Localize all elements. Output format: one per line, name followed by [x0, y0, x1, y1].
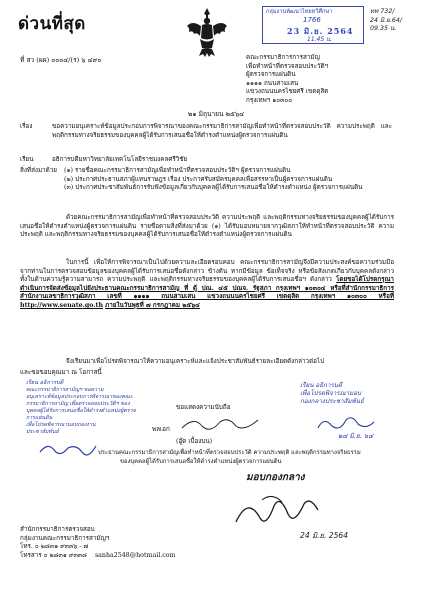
annotation-line: กองกลางประชาสัมพันธ์ — [300, 398, 364, 405]
to-label: เรียน — [20, 156, 34, 163]
receive-stamp-unit: กลุ่มงานพัฒนาไทยทวีศึกษา — [266, 9, 333, 15]
garuda-emblem — [186, 6, 228, 58]
annotation-line: เรียน อธิการบดี — [26, 380, 64, 386]
bottom-sign-date: 24 มิ.ย. 2564 — [300, 531, 349, 540]
bottom-signature — [232, 492, 322, 532]
subject-text: ขอความอนุเคราะห์ข้อมูลประกอบการพิจารณาของคณะกรรมาธิการสามัญเพื่อทำหน้าที่ตรวจสอบประวัติ ความประพฤติ และพฤติกรรมทางจริยธรรมของบุคคลผู้ได้รับการเสนอชื่อให้ดำรงตำแหน่งผู้ตรวจการแผ่นดิน — [52, 123, 392, 139]
to-text: อธิการบดีมหาวิทยาลัยเทคโนโลยีราชมงคลศรีวิชัย — [52, 156, 188, 163]
annotation-line: เรียน อธิการบดี — [300, 382, 342, 389]
annotation-line: กรรมาธิการสามัญ เพื่อตรวจสอบประวัติฯ ของ — [26, 401, 130, 407]
enclosure-item: (๓) ประกาศประชาสัมพันธ์การรับฟังข้อมูลเกี่ยวกับบุคคลผู้ได้รับการเสนอชื่อให้ดำรงตำแหน่ง ผู้ตรวจการแผ่นดิน — [64, 184, 363, 192]
subject-label: เรื่อง — [20, 123, 33, 130]
footer-office: สำนักกรรมาธิการตรวจสอบ — [20, 526, 95, 533]
annotation-line: คณะกรรมาธิการสามัญฯ ขอความ — [26, 387, 104, 393]
right-annotation-signature — [316, 414, 376, 432]
annotation-line: เพื่อโปรดพิจารณามอบ — [300, 390, 362, 397]
body-paragraph-2 — [20, 259, 394, 311]
corner-note-line1: ทท 732/ — [370, 8, 395, 15]
corner-note — [370, 8, 402, 34]
address-line: แขวงถนนนครไชยศรี เขตดุสิต — [246, 88, 329, 96]
footer-group: กลุ่มงานคณะกรรมาธิการสามัญฯ — [20, 534, 110, 542]
enclosure-list — [64, 167, 394, 193]
annotation-line: การแผ่นดิน — [26, 415, 53, 421]
body-paragraph-2-deadline: ภายในวันพุธที่ ๗ กรกฎาคม ๒๕๖๔ — [105, 301, 200, 309]
right-annotation-date: ๒๔ มิ.ย. ๖๔ — [338, 432, 374, 440]
body-paragraph-2-intro: ในการนี้ เพื่อให้การพิจารณาเป็นไปด้วยความละเอียดรอบคอบ คณะกรรมาธิการสามัญจึงมีความประสงค์ขอความร่วมมือจากท่านในการตรวจสอบข้อมูลของบุคคลผู้ได้รับการเสนอชื่อดังกล่าว ข้างต้น หากมีข้อมูล ข้อเท็จจริง หรือข้อสังเกตเกี่ยวกับบุคคลดังกล่าว ทั้งในด้านความรู้ความสามารถ ความประพฤติ และพฤติกรรมทางจริยธรรมของบุคคลผู้ได้รับการเสนอชื่อฯ ดังกล่าว — [20, 259, 394, 284]
footer-phone: โทร. ๐ ๒๘๓๑ ๙๓๓๖ - ๗ — [20, 543, 89, 551]
footer-email[interactable]: sanha2548@hotmail.com — [94, 551, 176, 559]
enclosure-label: สิ่งที่ส่งมาด้วย — [20, 167, 57, 174]
body-paragraph-2-instruction: โดยขอได้โปรดกรุณาดำเนินการจัดส่งข้อมูลไปยังประธานคณะกรรมาธิการสามัญ ที่ ตู้ ปณ. ๔๕ ปณจ. รัฐสภา กรุงเทพฯ ๑๐๓๐๔ หรือที่สำนักกรรมาธิการ สำนักงานเลขาธิการวุฒิสภา เลขที่ ๑๑๑๑ ถนนสามเสน แขวงถนนนครไชยศรี เขตดุสิต กรุงเทพฯ ๑๐๓๐๐ หรือที่ — [20, 276, 394, 301]
corner-note-line3: 09.35 น. — [370, 25, 397, 33]
right-annotation — [300, 382, 410, 406]
footer-fax — [20, 552, 176, 561]
annotation-line: ประชาสัมพันธ์ — [26, 429, 59, 435]
doc-date: ๒๑ มิถุนายน ๒๕๖๔ — [188, 110, 245, 118]
respect-line: ขอแสดงความนับถือ — [176, 404, 231, 411]
annotation-line: อนุเคราะห์ข้อมูลประกอบการพิจารณาของคณะ — [26, 394, 133, 400]
closing-line: จึงเรียนมาเพื่อโปรดพิจารณาให้ความอนุเคราะห์และแจ้งประชาสัมพันธ์รายละเอียดดังกล่าวต่อไป — [66, 358, 325, 365]
sender-address — [246, 54, 328, 106]
senate-website-link[interactable]: http://www.senate.go.th — [20, 301, 104, 309]
address-line: ผู้ตรวจการแผ่นดิน — [246, 71, 296, 79]
corner-note-line2: 24 มิ.ย.64/ — [370, 16, 402, 24]
footer-fax-number: โทรสาร ๐ ๒๘๓๑ ๙๓๓๘ — [20, 551, 87, 559]
receive-stamp-date: 23 มิ.ย. 2564 — [287, 26, 354, 36]
enclosure-item: (๑) รายชื่อคณะกรรมาธิการสามัญเพื่อทำหน้าที่ตรวจสอบประวัติฯ ผู้ตรวจการแผ่นดิน — [64, 167, 291, 174]
signature-scribble — [180, 414, 260, 434]
signatory-title-2: ของบุคคลผู้ได้รับการเสนอชื่อให้ดำรงตำแหน่งผู้ตรวจการแผ่นดิน — [120, 459, 282, 465]
body-paragraph-1: ด้วยคณะกรรมาธิการสามัญเพื่อทำหน้าที่ตรวจสอบประวัติ ความประพฤติ และพฤติกรรมทางจริยธรรมของบุคคลผู้ได้รับการเสนอชื่อให้ดำรงตำแหน่งผู้ตรวจการแผ่นดิน รายชื่อตามสิ่งที่ส่งมาด้วย (๑) ได้รับมอบหมายจากวุฒิสภาให้ทำหน้าที่ตรวจสอบประวัติ ความประพฤติ และพฤติกรรมทางจริยธรรมของบุคคลผู้ได้รับการเสนอชื่อให้ดำรงตำแหน่งผู้ตรวจการแผ่นดิน — [20, 214, 394, 239]
signatory-name: (อู๊ด เบื้องบน) — [176, 438, 213, 445]
receive-stamp — [262, 6, 364, 44]
address-line: ๑๑๑๑ ถนนสามเสน — [246, 79, 299, 87]
receive-stamp-number: 1766 — [303, 16, 321, 24]
bottom-handwriting: มอบกองกลาง — [246, 472, 305, 483]
annotation-line: บุคคลผู้ได้รับการเสนอชื่อให้ดำรงตำแหน่งผู้ตรวจ — [26, 408, 136, 414]
address-line: คณะกรรมาธิการการสามัญ — [246, 54, 320, 61]
receive-stamp-time: 11.45 น. — [307, 36, 333, 43]
annotation-line: เพื่อโปรดพิจารณามอบกองงาน — [26, 422, 96, 428]
signatory-rank: พลเอก — [152, 426, 170, 433]
address-line: กรุงเทพฯ ๑๐๓๐๐ — [246, 96, 293, 104]
footer-block — [20, 526, 176, 560]
enclosure-item: (๒) ประกาศประธานสภาผู้แทนราษฎร เรื่อง ประกาศรับสมัครบุคคลเพื่อสรรหาเป็นผู้ตรวจการแผ่นดิน — [64, 175, 333, 183]
urgency-label: ด่วนที่สุด — [18, 14, 86, 34]
left-annotation — [26, 380, 136, 436]
address-line: เพื่อทำหน้าที่ตรวจสอบประวัติฯ — [246, 62, 329, 70]
closing-line-2: และขอขอบคุณมา ณ โอกาสนี้ — [20, 369, 102, 376]
left-annotation-signature — [38, 440, 98, 456]
doc-number: ที่ สว (ผผ) ๐๐๐๔/(ร) ๖ ๔๙๐ — [20, 56, 102, 64]
signatory-title-1: ประธานคณะกรรมาธิการสามัญเพื่อทำหน้าที่ตรวจสอบประวัติ ความประพฤติ และพฤติกรรมทางจริยธรรม — [98, 450, 361, 456]
